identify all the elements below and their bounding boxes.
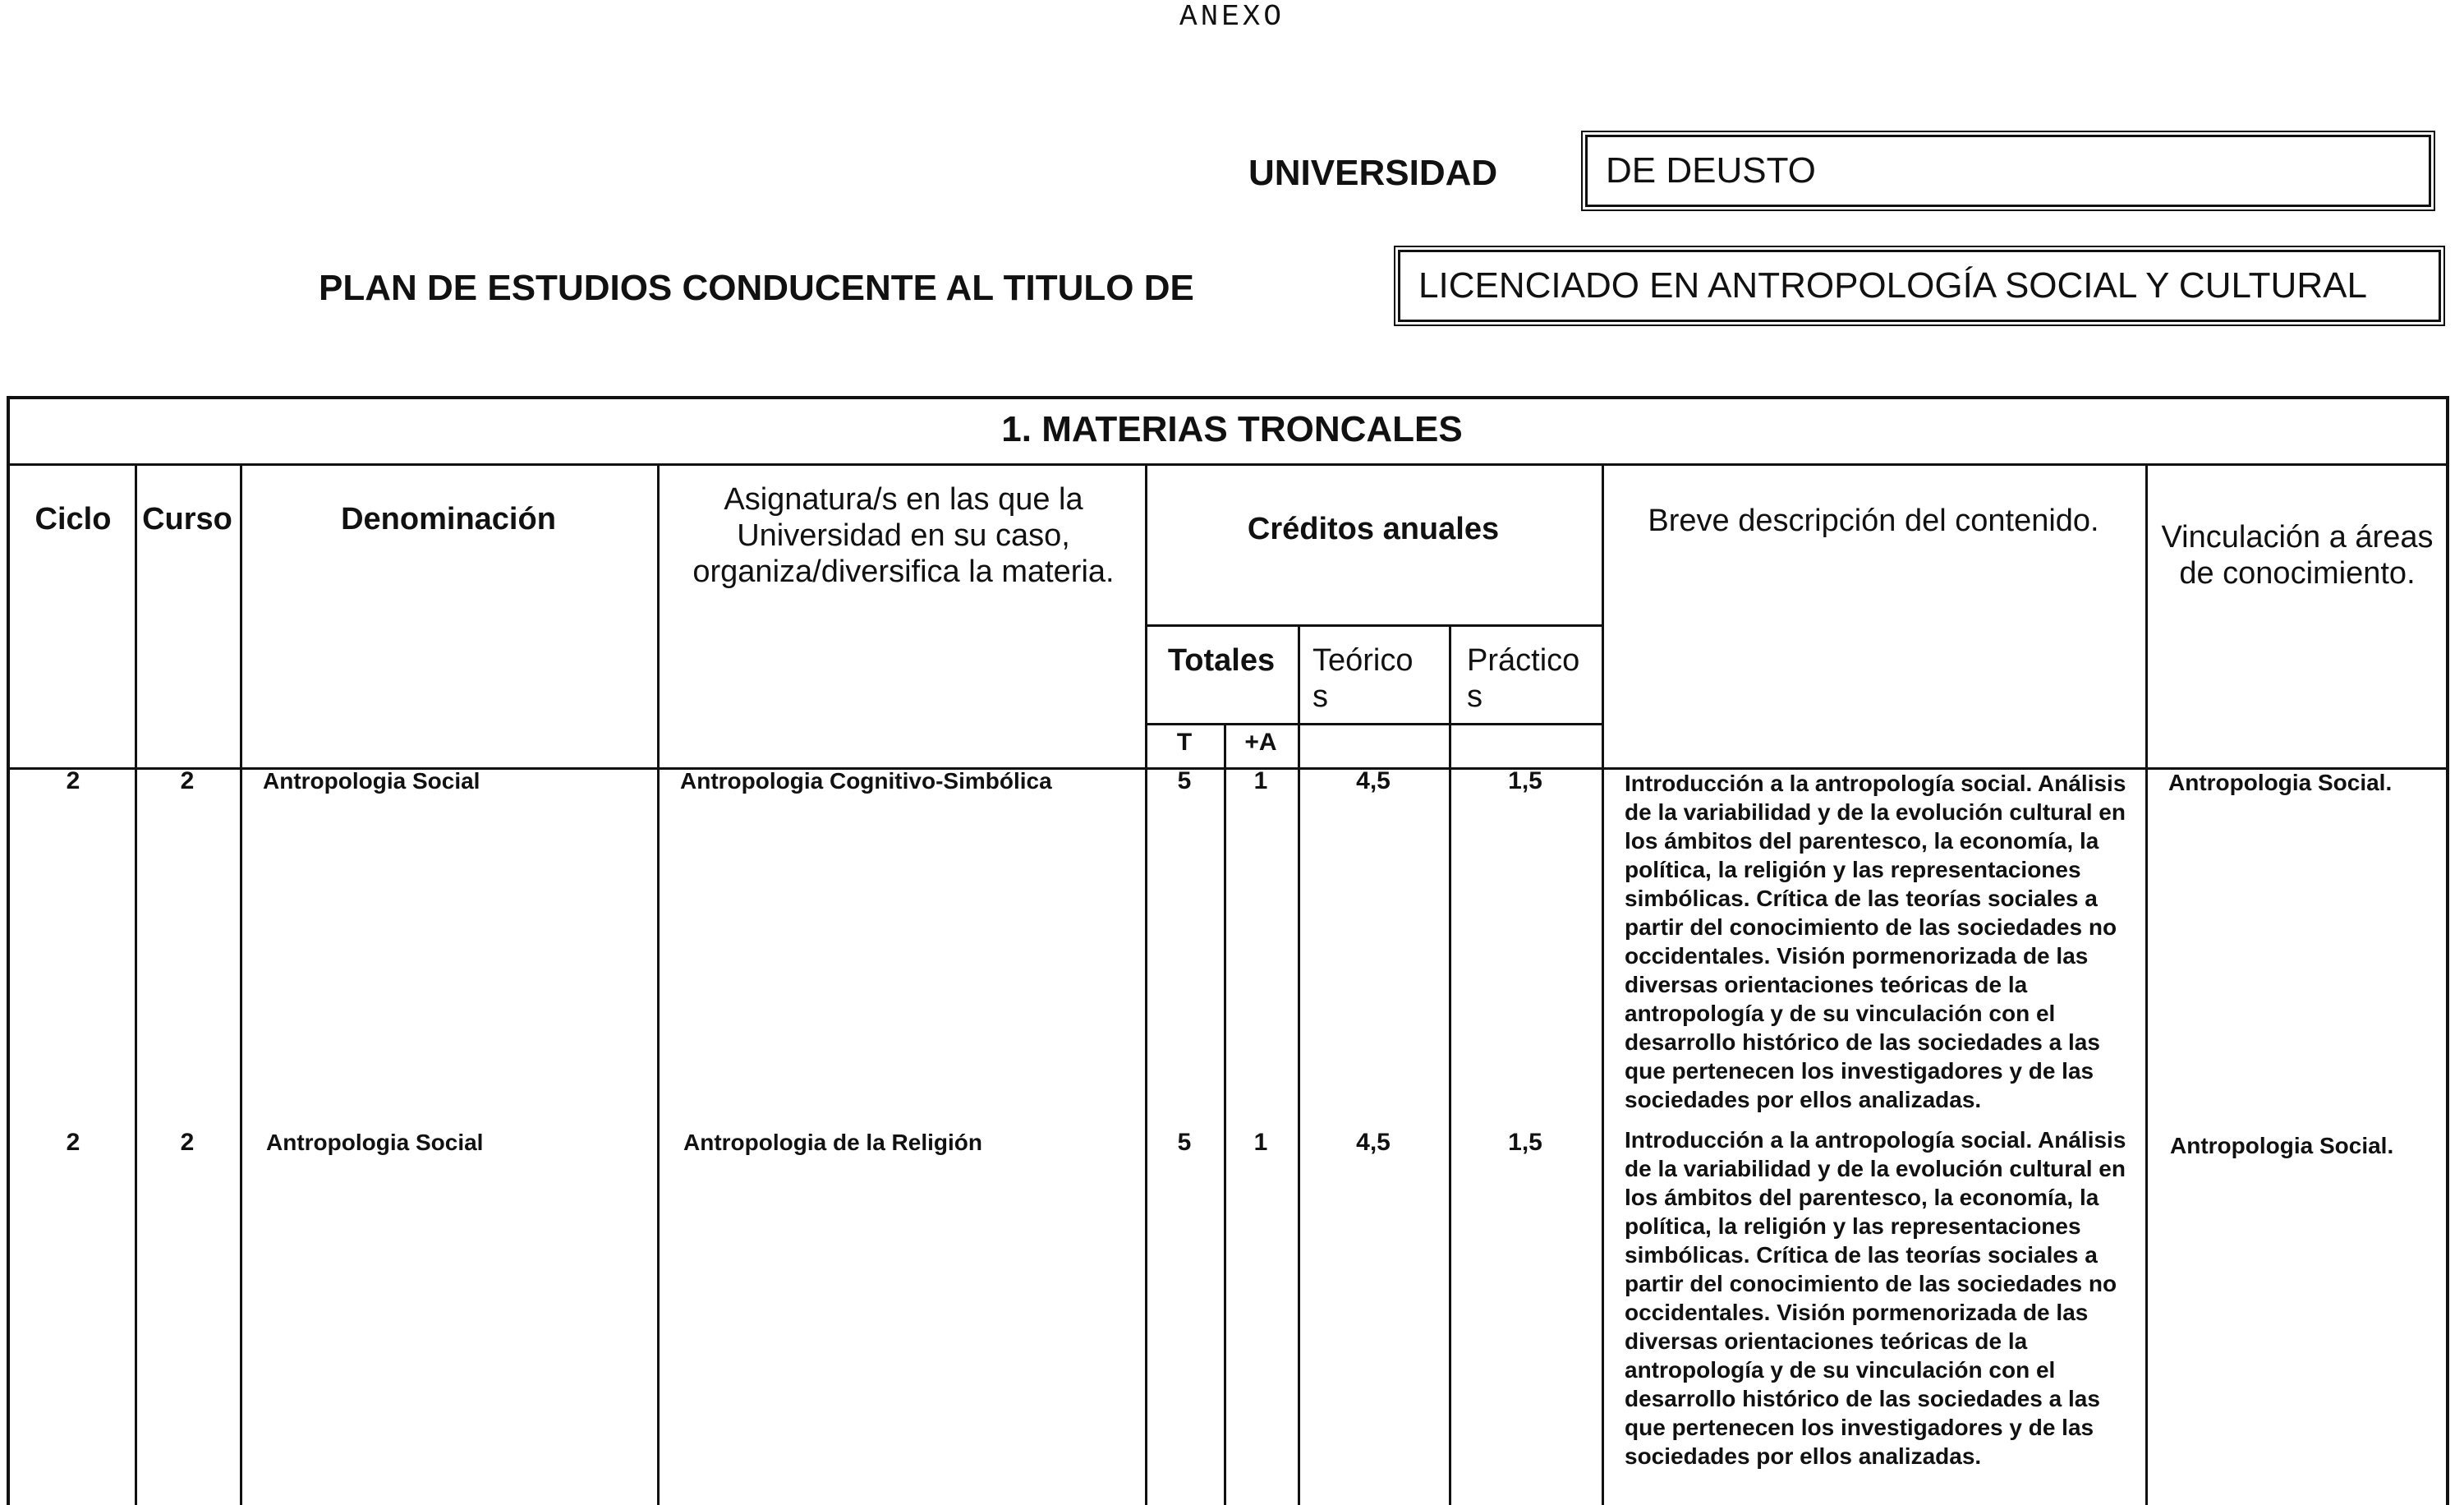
- university-value: DE DEUSTO: [1606, 150, 1816, 191]
- col-divider-creditos: [1602, 463, 1604, 1505]
- cell-teoricos: 4,5: [1356, 767, 1391, 794]
- cell-asignatura: Antropologia Cognitivo-Simbólica: [680, 768, 1052, 794]
- rule-below-section-title: [7, 463, 2449, 466]
- header-totales: Totales: [1167, 643, 1276, 678]
- cell-ciclo: 2: [66, 1129, 80, 1156]
- header-asignatura: Asignatura/s en las que la Universidad en su caso, organiza/diversifica la materia.: [692, 482, 1115, 589]
- cell-vinculacion: Antropologia Social.: [2168, 770, 2393, 795]
- university-label: UNIVERSIDAD: [1248, 153, 1498, 193]
- cell-descripcion: Introducción a la antropología social. Análisis de la variabilidad y de la evolución cultural en los ámbitos del parentesco, la economía, la política, la religión y las representaciones simbólicas. Crítica de las teorías sociales a partir del conocimiento de las sociedades no occidentales. Visión pormenorizada de las diversas orientaciones teóricas de la antropología y de su vinculación con el desarrollo histórico de las sociedades a las que pertenecen los investigadores y de las sociedades por ellos analizadas.: [1625, 1127, 2126, 1469]
- cell-curso: 2: [180, 767, 195, 794]
- cell-teoricos: 4,5: [1356, 1129, 1391, 1156]
- header-creditos: Créditos anuales: [1247, 512, 1500, 546]
- degree-title-value: LICENCIADO EN ANTROPOLOGÍA SOCIAL Y CULTURAL: [1418, 265, 2367, 306]
- col-divider-descripcion: [2145, 463, 2148, 1505]
- col-divider-denominacion: [657, 463, 660, 1505]
- cell-t: 5: [1177, 1129, 1192, 1156]
- cell-denominacion: Antropologia Social: [266, 1130, 484, 1155]
- header-teoricos: Teórico s: [1312, 643, 1414, 714]
- col-divider-totales: [1298, 624, 1300, 1505]
- header-t: T: [1176, 729, 1193, 756]
- rule-credits-subheader: [1145, 624, 1602, 627]
- cell-plus-a: 1: [1253, 767, 1268, 794]
- col-divider-ciclo: [135, 463, 137, 1505]
- section-title: 1. MATERIAS TRONCALES: [1001, 409, 1463, 449]
- cell-t: 5: [1177, 767, 1192, 794]
- header-practicos: Práctico s: [1467, 643, 1580, 714]
- cell-denominacion: Antropologia Social: [263, 768, 480, 794]
- col-divider-t: [1224, 723, 1226, 1505]
- degree-title-box: [1398, 250, 2441, 322]
- cell-ciclo: 2: [66, 767, 80, 794]
- cell-practicos: 1,5: [1508, 767, 1542, 794]
- col-divider-curso: [240, 463, 242, 1505]
- col-divider-teoricos: [1449, 624, 1451, 1505]
- cell-curso: 2: [180, 1129, 195, 1156]
- header-curso: Curso: [142, 502, 232, 536]
- cell-plus-a: 1: [1253, 1129, 1268, 1156]
- cell-asignatura: Antropologia de la Religión: [683, 1130, 982, 1155]
- header-denominacion: Denominación: [341, 502, 556, 536]
- university-value-box: [1585, 135, 2431, 207]
- plan-label: PLAN DE ESTUDIOS CONDUCENTE AL TITULO DE: [319, 268, 1194, 308]
- cell-practicos: 1,5: [1508, 1129, 1542, 1156]
- cell-descripcion: Introducción a la antropología social. Análisis de la variabilidad y de la evolución cultural en los ámbitos del parentesco, la economía, la política, la religión y las representaciones simbólicas. Crítica de las teorías sociales a partir del conocimiento de las sociedades no occidentales. Visión pormenorizada de las diversas orientaciones teóricas de la antropología y de su vinculación con el desarrollo histórico de las sociedades a las que pertenecen los investigadores y de las sociedades por ellos analizadas.: [1625, 771, 2126, 1112]
- header-ciclo: Ciclo: [34, 502, 112, 536]
- annex-heading: ANEXO: [1179, 0, 1285, 34]
- cell-vinculacion: Antropologia Social.: [2170, 1133, 2394, 1158]
- header-descripcion: Breve descripción del contenido.: [1648, 504, 2099, 538]
- header-plus-a: +A: [1244, 729, 1277, 756]
- col-divider-asignatura: [1145, 463, 1147, 1505]
- header-vinculacion: Vinculación a áreas de conocimiento.: [2161, 520, 2434, 591]
